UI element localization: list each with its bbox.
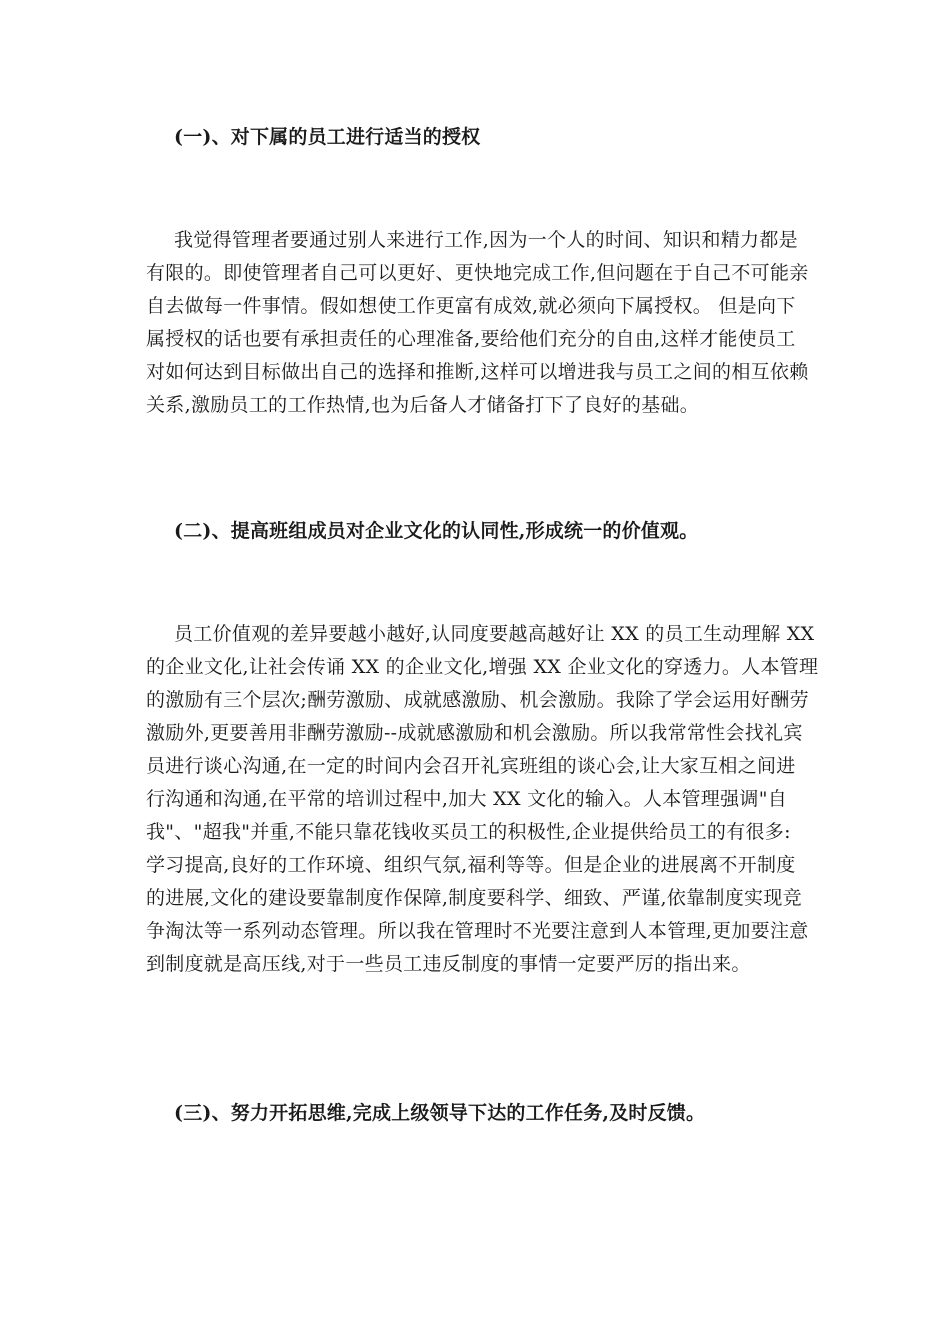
paragraph-line: 我"、"超我"并重,不能只靠花钱收买员工的积极性,企业提供给员工的有很多: [146, 821, 791, 843]
paragraph-line: 激励外,更要善用非酬劳激励--成就感激励和机会激励。所以我常常性会找礼宾 [146, 722, 803, 744]
section-1-paragraph [146, 224, 809, 422]
paragraph-line: 到制度就是高压线,对于一些员工违反制度的事情一定要严厉的指出来。 [146, 953, 751, 975]
paragraph-line: 自去做每一件事情。假如想使工作更富有成效,就必须向下属授权。 但是向下 [146, 295, 796, 317]
section-1-heading: (一)、对下属的员工进行适当的授权 [174, 126, 481, 148]
paragraph-line: 对如何达到目标做出自己的选择和推断,这样可以增进我与员工之间的相互依赖 [146, 361, 809, 383]
paragraph-line: 的激励有三个层次;酬劳激励、成就感激励、机会激励。我除了学会运用好酬劳 [146, 689, 809, 711]
section-2-heading: (二)、提高班组成员对企业文化的认同性,形成统一的价值观。 [174, 520, 699, 542]
paragraph-line: 的进展,文化的建设要靠制度作保障,制度要科学、细致、严谨,依靠制度实现竞 [146, 887, 802, 909]
paragraph-line: 关系,激励员工的工作热情,也为后备人才储备打下了良好的基础。 [146, 394, 700, 416]
section-2-paragraph [146, 618, 819, 981]
section-3-heading: (三)、努力开拓思维,完成上级领导下达的工作任务,及时反馈。 [174, 1102, 706, 1124]
paragraph-line: 员工价值观的差异要越小越好,认同度要越高越好让 XX 的员工生动理解 XX [174, 623, 815, 645]
paragraph-line: 行沟通和沟通,在平常的培训过程中,加大 XX 文化的输入。人本管理强调"自 [146, 788, 788, 810]
paragraph-line: 员进行谈心沟通,在一定的时间内会召开礼宾班组的谈心会,让大家互相之间进 [146, 755, 796, 777]
paragraph-line: 我觉得管理者要通过别人来进行工作,因为一个人的时间、知识和精力都是 [174, 229, 798, 251]
paragraph-line: 的企业文化,让社会传诵 XX 的企业文化,增强 XX 企业文化的穿透力。人本管理 [146, 656, 819, 678]
paragraph-line: 争淘汰等一系列动态管理。所以我在管理时不光要注意到人本管理,更加要注意 [146, 920, 809, 942]
paragraph-line: 有限的。即使管理者自己可以更好、更快地完成工作,但问题在于自己不可能亲 [146, 262, 809, 284]
paragraph-line: 属授权的话也要有承担责任的心理准备,要给他们充分的自由,这样才能使员工 [146, 328, 796, 350]
paragraph-line: 学习提高,良好的工作环境、组织气氛,福利等等。但是企业的进展离不开制度 [146, 854, 796, 876]
